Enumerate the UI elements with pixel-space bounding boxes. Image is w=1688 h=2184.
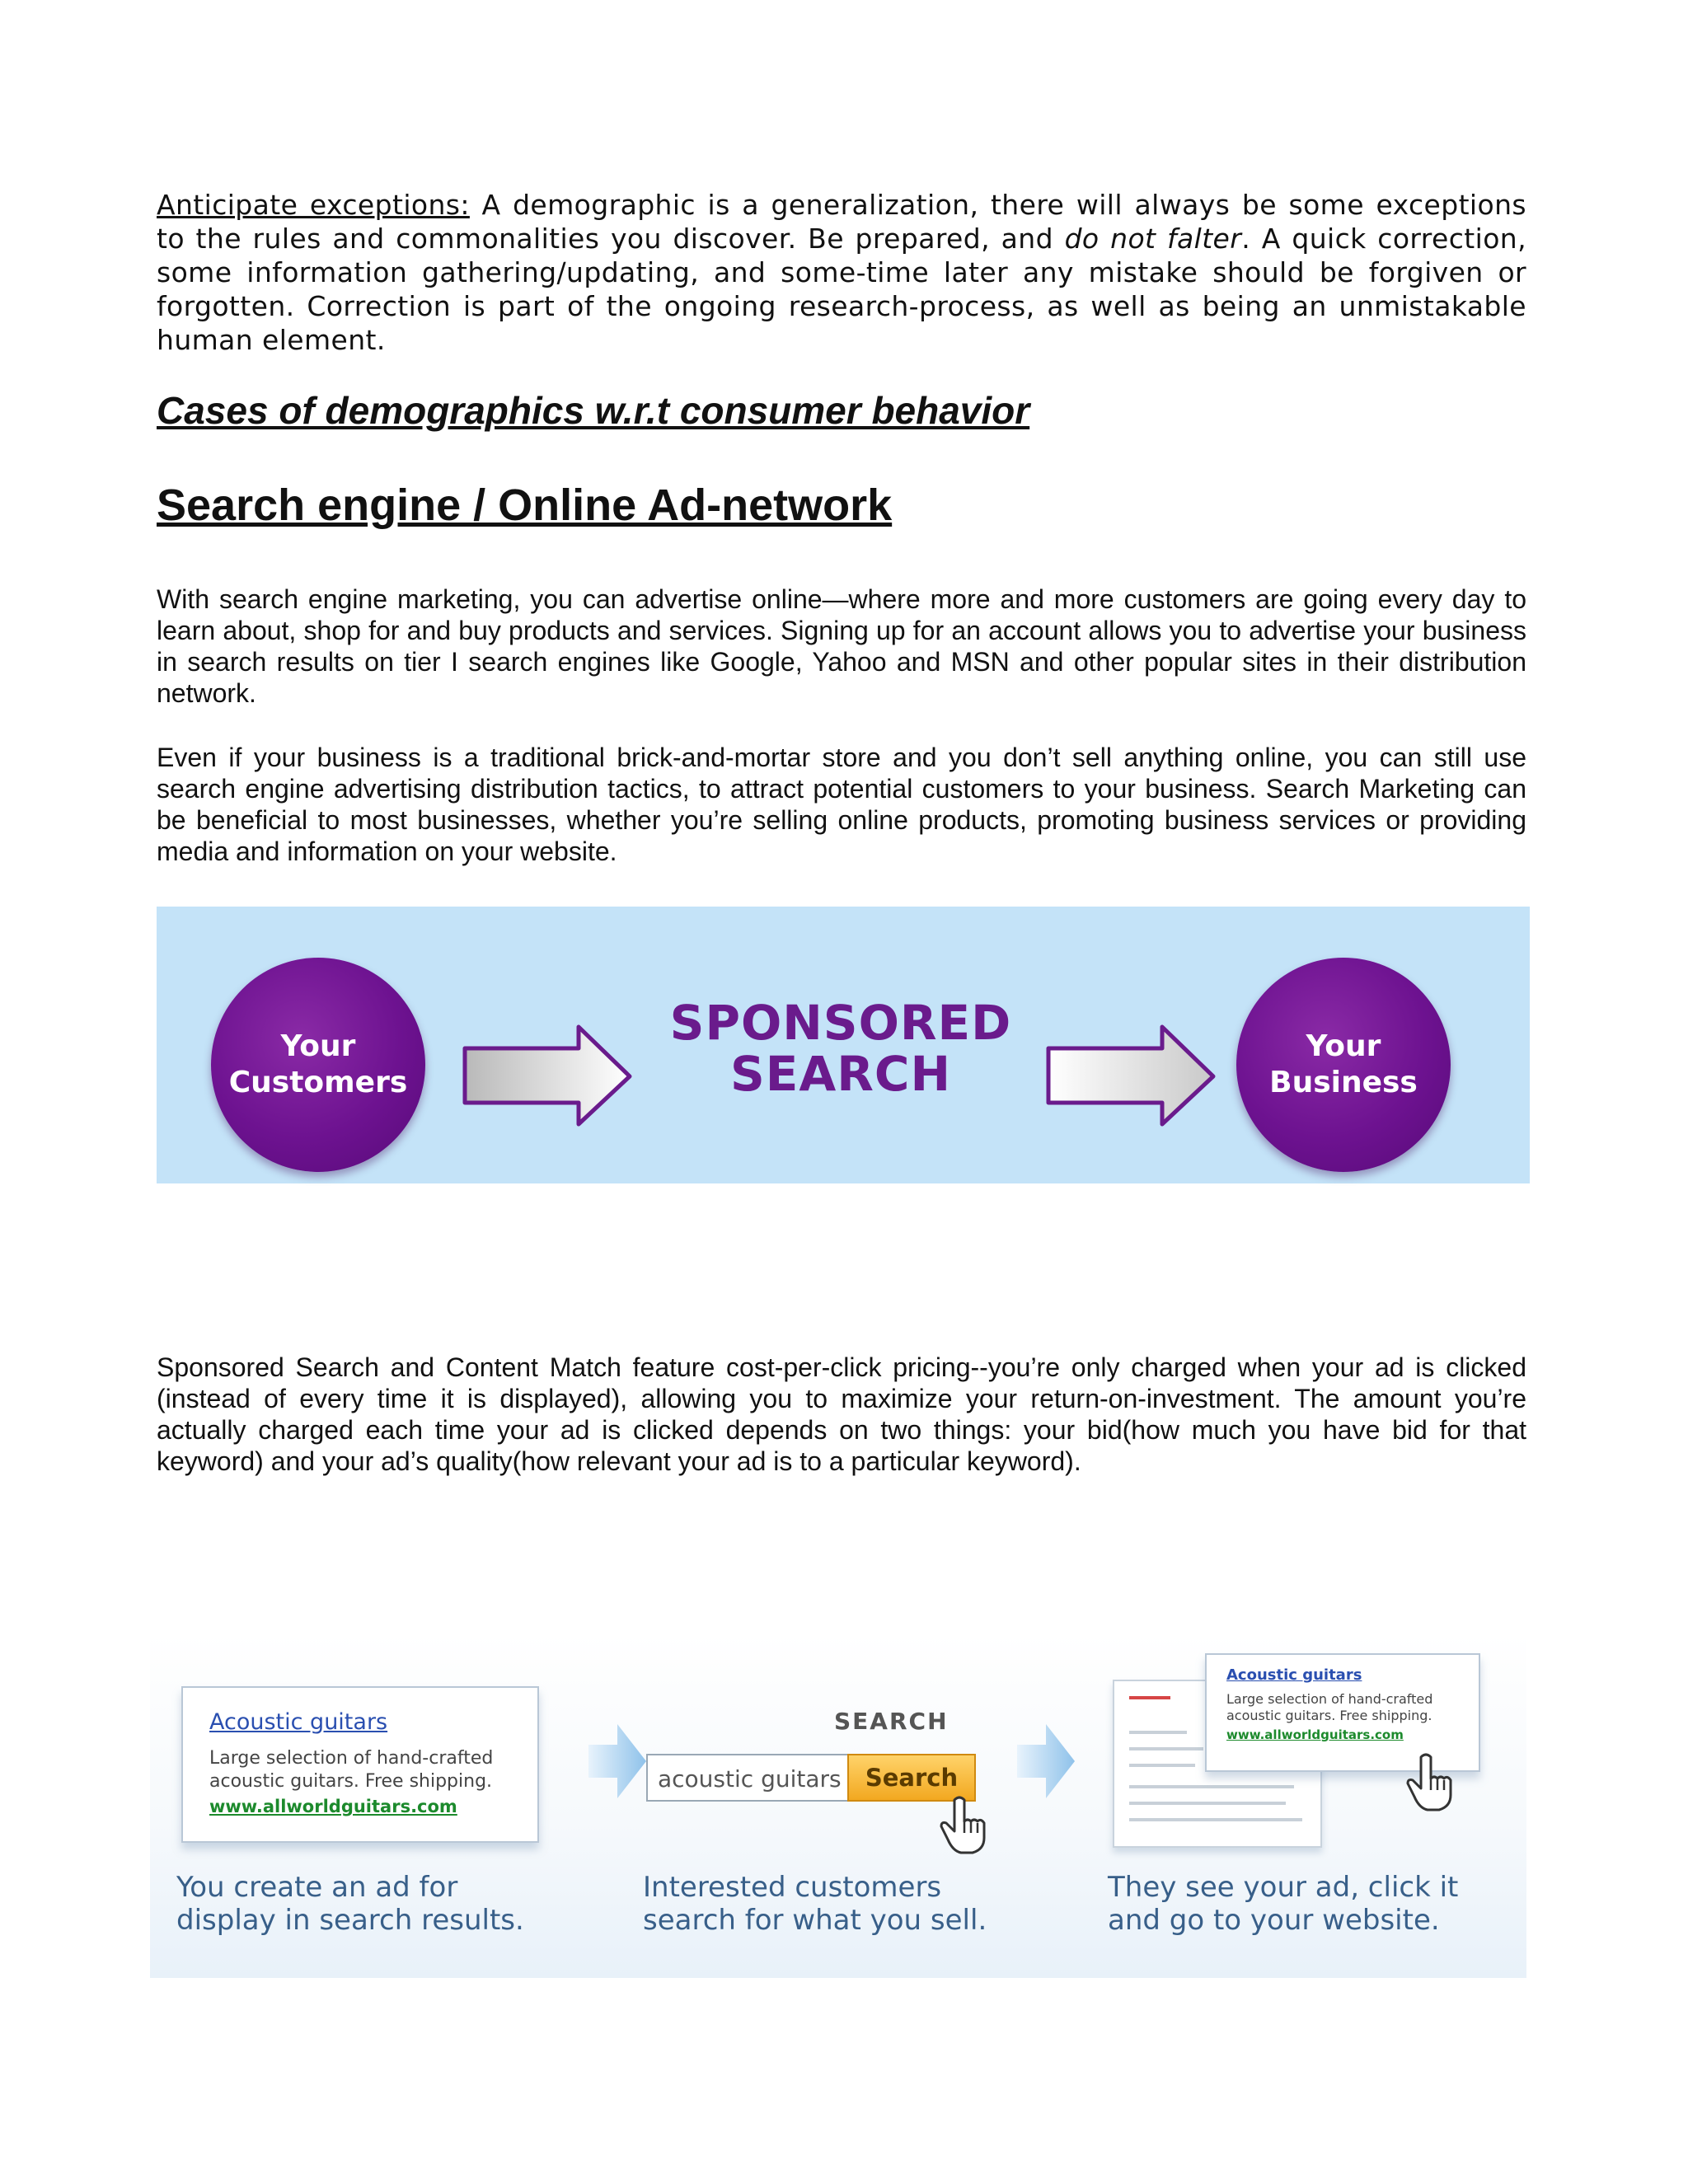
step1-caption (176, 1871, 524, 1937)
paragraph-brick-mortar: Even if your business is a traditional brick-and-mortar store and you don’t sell anything online, you can still use search engine advertising distribution tactics, to attract potential customers to your business. Search Marketing can be beneficial to most businesses, whether you’re selling online products, promoting business services or providing media and information on your website. (157, 743, 1526, 866)
step3-caption-line2: and go to your website. (1108, 1904, 1440, 1937)
ad-description (1226, 1691, 1474, 1724)
hand-cursor-icon (1406, 1752, 1457, 1811)
business-line2: Business (1269, 1066, 1418, 1099)
business-circle (1236, 958, 1451, 1172)
paragraph-cost-per-click: Sponsored Search and Content Match feature cost-per-click pricing--you’re only charged when your ad is clicked (instead of every time it is displayed), allowing you to maximize your return-on-investment. The amount you’re actually charged each time your ad is clicked depends on two things: your bid(how much you have bid for that keyword) and your ad’s quality(how relevant your ad is to a particular keyword). (157, 1352, 1526, 1476)
hand-cursor-icon (940, 1795, 991, 1854)
ad-title: Acoustic guitars (209, 1709, 388, 1735)
step3-caption-line1: They see your ad, click it (1108, 1871, 1459, 1904)
serp-line (1129, 1764, 1195, 1767)
step2-caption-line2: search for what you sell. (643, 1904, 987, 1937)
intro-text-a: A demographic is a generalization, there will always be some exceptions to the rules and commonalities you discover. Be prepared, and (157, 189, 1526, 255)
heading-search-engine: Search engine / Online Ad-network (157, 480, 893, 530)
step3-caption (1108, 1871, 1458, 1937)
ad-steps-illustration (150, 1632, 1526, 1978)
business-line1: Your (1306, 1029, 1381, 1063)
step1-caption-line2: display in search results. (176, 1904, 524, 1937)
search-button: Search (847, 1754, 976, 1802)
ad-description (209, 1747, 531, 1793)
ad-desc-line1: Large selection of hand-crafted (1226, 1691, 1433, 1707)
serp-line (1129, 1785, 1294, 1788)
step1-caption-line1: You create an ad for (176, 1871, 458, 1904)
intro-paragraph (157, 188, 1526, 357)
serp-line (1129, 1747, 1203, 1750)
sponsored-line2: SEARCH (729, 1046, 952, 1102)
serp-line (1129, 1802, 1286, 1805)
step2-caption-line1: Interested customers (643, 1871, 942, 1904)
search-label: SEARCH (834, 1708, 949, 1735)
step-arrow-icon (588, 1724, 646, 1798)
customers-circle (211, 958, 425, 1172)
sponsored-search-banner (157, 907, 1530, 1183)
serp-line (1129, 1818, 1302, 1821)
intro-emphasis: do not falter (1064, 223, 1242, 255)
serp-line (1129, 1731, 1187, 1734)
ad-desc-line1: Large selection of hand-crafted (209, 1748, 494, 1769)
step2-caption (643, 1871, 987, 1937)
serp-logo (1129, 1696, 1170, 1699)
intro-lead: Anticipate exceptions: (157, 189, 470, 221)
ad-title: Acoustic guitars (1226, 1666, 1362, 1684)
ad-desc-line2: acoustic guitars. Free shipping. (209, 1771, 493, 1792)
arrow-right-icon (462, 1022, 635, 1129)
ad-url: www.allworldguitars.com (209, 1797, 457, 1816)
customers-line2: Customers (228, 1066, 408, 1099)
sponsored-line1: SPONSORED (669, 995, 1012, 1051)
heading-cases: Cases of demographics w.r.t consumer behavior (157, 389, 1030, 432)
ad-preview-card (181, 1686, 539, 1843)
sponsored-search-title (643, 995, 1039, 1102)
arrow-right-icon (1045, 1022, 1218, 1129)
ad-desc-line2: acoustic guitars. Free shipping. (1226, 1708, 1432, 1723)
ad-url: www.allworldguitars.com (1226, 1727, 1404, 1742)
intro-text-b: . A quick correction, some information gathering/updating, and some-time later any mistake should be forgiven or forgotten. Correction is part of the ongoing research-process, as well as being an unmistakable human element. (157, 223, 1526, 356)
search-input: acoustic guitars (646, 1754, 851, 1802)
paragraph-sem: With search engine marketing, you can advertise online—where more and more customers are going every day to learn about, shop for and buy products and services. Signing up for an account allows you to advertise your business in search results on tier I search engines like Google, Yahoo and MSN and other popular sites in their distribution network. (157, 584, 1526, 708)
step-arrow-icon (1017, 1724, 1075, 1798)
customers-line1: Your (280, 1029, 356, 1063)
